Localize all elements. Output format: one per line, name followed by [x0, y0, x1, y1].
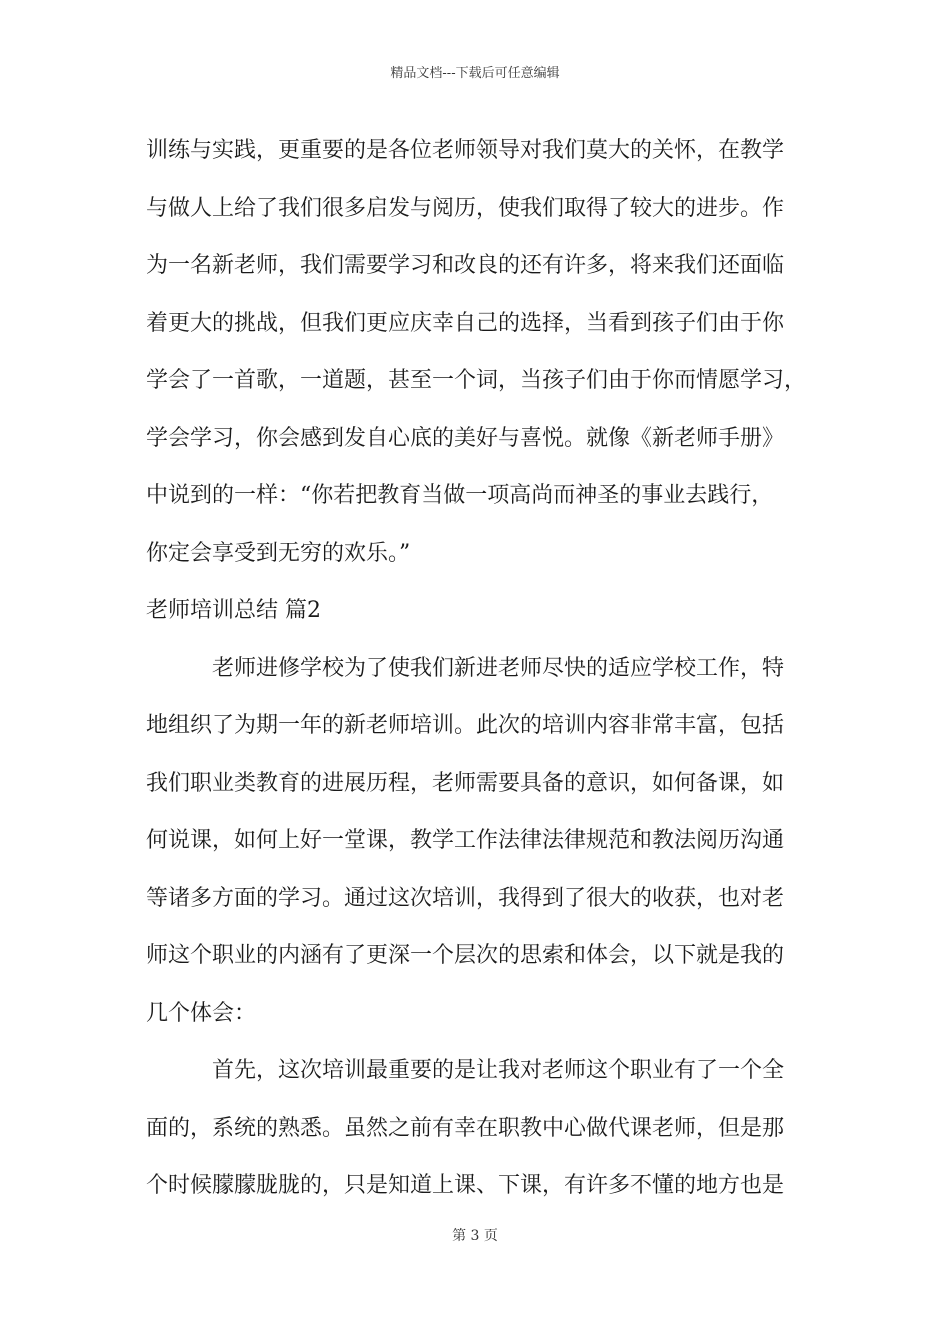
- text-line: 何说课，如何上好一堂课，教学工作法律法律规范和教法阅历沟通: [146, 828, 785, 853]
- text-line: 着更大的挑战，但我们更应庆幸自己的选择，当看到孩子们由于你: [146, 310, 785, 336]
- text-line: 师这个职业的内涵有了更深一个层次的思索和体会，以下就是我的: [146, 943, 785, 968]
- text-line: 首先，这次培训最重要的是让我对老师这个职业有了一个全: [212, 1058, 785, 1083]
- text-line: 学会了一首歌，一道题，甚至一个词，当孩子们由于你而情愿学习，: [146, 368, 807, 393]
- text-line: 中说到的一样：“你若把教育当做一项高尚而神圣的事业去践行，: [146, 483, 774, 508]
- text-line: 几个体会：: [146, 1000, 257, 1026]
- text-line: 个时候朦朦胧胧的，只是知道上课、下课，有许多不懂的地方也是: [146, 1173, 785, 1198]
- page-header: 精品文档---下载后可任意编辑: [390, 66, 560, 81]
- text-line: 等诸多方面的学习。通过这次培训，我得到了很大的收获，也对老: [146, 885, 785, 911]
- document-body: [146, 128, 826, 1221]
- text-line: 我们职业类教育的进展历程，老师需要具备的意识，如何备课，如: [146, 770, 785, 796]
- text-line: 学会学习，你会感到发自心底的美好与喜悦。就像《新老师手册》: [146, 425, 785, 451]
- text-line: 地组织了为期一年的新老师培训。此次的培训内容非常丰富，包括: [146, 713, 785, 738]
- text-line: 为一名新老师，我们需要学习和改良的还有许多，将来我们还面临: [146, 253, 785, 278]
- text-line: 与做人上给了我们很多启发与阅历，使我们取得了较大的进步。作: [146, 195, 785, 221]
- text-line: 面的，系统的熟悉。虽然之前有幸在职教中心做代课老师，但是那: [146, 1115, 785, 1141]
- section-heading: 老师培训总结 篇2: [146, 598, 321, 623]
- text-line: 你定会享受到无穷的欢乐。”: [146, 540, 411, 566]
- text-line: 训练与实践，更重要的是各位老师领导对我们莫大的关怀，在教学: [146, 138, 785, 163]
- text-line: 老师进修学校为了使我们新进老师尽快的适应学校工作，特: [212, 655, 785, 681]
- page-number: 第 3 页: [452, 1228, 498, 1244]
